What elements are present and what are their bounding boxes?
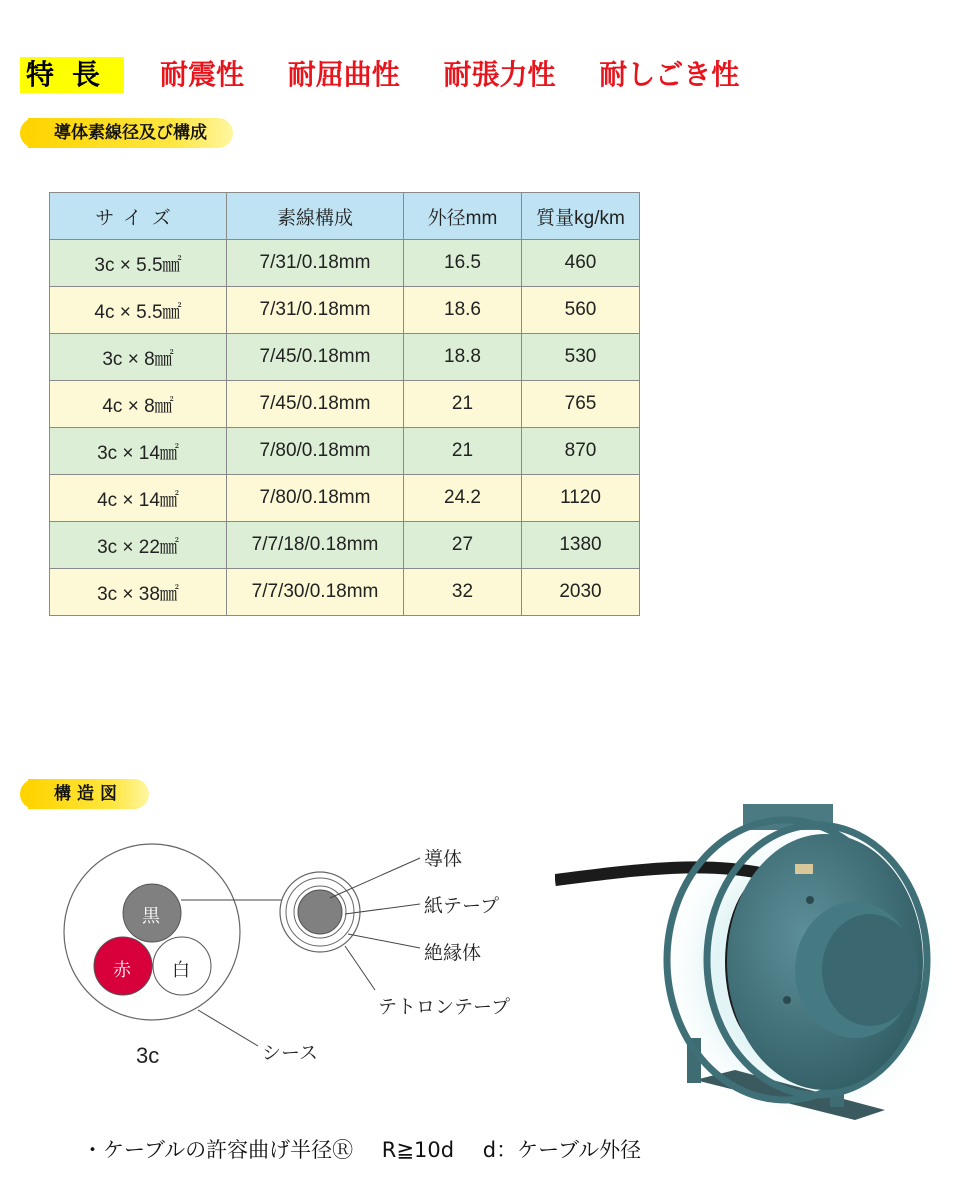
cell-size: 3c × 38㎟ xyxy=(50,569,227,616)
white-core-label: 白 xyxy=(172,960,190,981)
feature-item: 耐張力性 xyxy=(443,58,556,91)
cable-3c-label: 3c xyxy=(136,1043,160,1068)
cell-strand: 7/31/0.18mm xyxy=(227,240,404,287)
table-row xyxy=(50,381,640,428)
conductor-leader xyxy=(330,858,420,898)
cell-diameter: 21 xyxy=(404,381,522,428)
cell-mass: 530 xyxy=(522,334,640,381)
cell-diameter: 18.8 xyxy=(404,334,522,381)
cell-diameter: 32 xyxy=(404,569,522,616)
table-row xyxy=(50,240,640,287)
cell-strand: 7/31/0.18mm xyxy=(227,287,404,334)
cell-mass: 460 xyxy=(522,240,640,287)
feature-list xyxy=(160,57,773,93)
cell-size: 3c × 22㎟ xyxy=(50,522,227,569)
cell-mass: 870 xyxy=(522,428,640,475)
tetoron-leader xyxy=(345,946,375,990)
table-row xyxy=(50,475,640,522)
cell-strand: 7/80/0.18mm xyxy=(227,475,404,522)
table-row xyxy=(50,334,640,381)
cell-size: 3c × 8㎟ xyxy=(50,334,227,381)
insulator-label: 絶縁体 xyxy=(424,942,482,964)
conductor-circle xyxy=(298,890,342,934)
cell-diameter: 16.5 xyxy=(404,240,522,287)
note-definition: d：ケーブル外径 xyxy=(482,1138,642,1162)
feature-label: 特長 xyxy=(20,57,124,93)
cell-strand: 7/7/18/0.18mm xyxy=(227,522,404,569)
cell-strand: 7/80/0.18mm xyxy=(227,428,404,475)
conductor-label: 導体 xyxy=(424,848,463,870)
header-strand: 素線構成 xyxy=(227,193,404,240)
cell-mass: 560 xyxy=(522,287,640,334)
header-diameter: 外径mm xyxy=(404,193,522,240)
sheath-label: シース xyxy=(262,1042,319,1064)
header-size: サイズ xyxy=(50,193,227,240)
feature-item: 耐震性 xyxy=(160,58,245,91)
sheath-leader xyxy=(198,1010,258,1046)
cell-diameter: 24.2 xyxy=(404,475,522,522)
note-bullet: ・ケーブルの許容曲げ半径Ⓡ xyxy=(82,1138,354,1162)
cell-size: 4c × 14㎟ xyxy=(50,475,227,522)
cell-mass: 1120 xyxy=(522,475,640,522)
black-core-label: 黒 xyxy=(142,906,160,927)
paper-tape-label: 紙テープ xyxy=(424,895,500,917)
cell-mass: 2030 xyxy=(522,569,640,616)
cell-strand: 7/45/0.18mm xyxy=(227,334,404,381)
cable-reel-image xyxy=(555,790,955,1130)
cell-size: 3c × 5.5㎟ xyxy=(50,240,227,287)
cell-size: 3c × 14㎟ xyxy=(50,428,227,475)
cell-diameter: 21 xyxy=(404,428,522,475)
table-row xyxy=(50,428,640,475)
feature-item: 耐しごき性 xyxy=(599,58,740,91)
spec-table xyxy=(49,192,640,616)
table-header-row xyxy=(50,193,640,240)
feature-item: 耐屈曲性 xyxy=(287,58,400,91)
section-heading-conductor: 導体素線径及び構成 xyxy=(28,118,233,148)
cell-strand: 7/7/30/0.18mm xyxy=(227,569,404,616)
table-row xyxy=(50,522,640,569)
cell-strand: 7/45/0.18mm xyxy=(227,381,404,428)
cell-diameter: 18.6 xyxy=(404,287,522,334)
cell-size: 4c × 5.5㎟ xyxy=(50,287,227,334)
table-row xyxy=(50,569,640,616)
cell-size: 4c × 8㎟ xyxy=(50,381,227,428)
insulator-leader xyxy=(348,934,420,948)
red-core-label: 赤 xyxy=(113,960,131,981)
tetoron-tape-label: テトロンテープ xyxy=(378,996,511,1018)
cell-mass: 765 xyxy=(522,381,640,428)
cell-diameter: 27 xyxy=(404,522,522,569)
bend-radius-note xyxy=(82,1134,663,1164)
cell-mass: 1380 xyxy=(522,522,640,569)
section-heading-structure: 構造図 xyxy=(28,779,149,809)
header-mass: 質量kg/km xyxy=(522,193,640,240)
table-row xyxy=(50,287,640,334)
note-formula: R≧10d xyxy=(381,1138,455,1162)
